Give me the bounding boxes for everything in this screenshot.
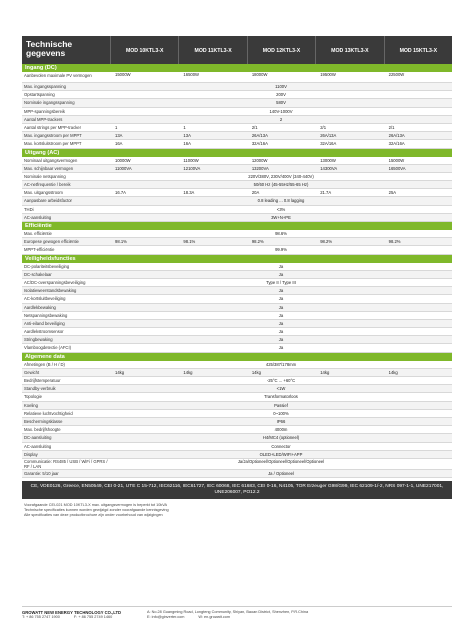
spec-value: 14kg (251, 369, 261, 375)
spec-value: Ja (278, 329, 284, 335)
spec-label: MPPT-efficiëntie (24, 247, 55, 253)
spec-value: H4/MC4 (optioneel) (262, 435, 300, 441)
spec-row (22, 206, 452, 214)
spec-value: 2 (279, 116, 283, 122)
spec-value: Passief (274, 402, 288, 408)
spec-value: Transformatorloos (264, 394, 298, 400)
datasheet (22, 36, 452, 518)
website: W: en.growatt.com (198, 615, 231, 619)
spec-label: Max. ingangsspanning (24, 84, 66, 89)
footnote: Alle specificaties van deze productbrochure zijn onder voorbehoud van wijzigingen (24, 513, 163, 518)
spec-row (22, 385, 452, 393)
spec-value: 98.2% (320, 239, 333, 245)
email: E: info@ginverter.com (147, 615, 185, 619)
spec-value: 32A/16A (388, 141, 405, 147)
section-rows (22, 230, 452, 255)
spec-value: 3W+N+PE (271, 214, 291, 220)
footnote: Technische specificaties kunnen worden gewijzigd zonder voorafgaande kennisgeving (24, 508, 169, 513)
spec-row (22, 165, 452, 173)
fax: F: + 86 755 2749 1460 (73, 615, 113, 619)
spec-label: Afmetingen (B / H / D) (24, 361, 65, 367)
spec-row (22, 377, 452, 385)
spec-label: AC-kortsluitbeveiliging (24, 296, 66, 302)
spec-value: 13A (115, 133, 123, 139)
spec-value: 2/1 (388, 124, 395, 130)
spec-value: 140V-1000V (269, 108, 293, 114)
spec-value: 0~100% (273, 410, 289, 416)
spec-value: <3% (276, 206, 286, 212)
spec-value: Ja (278, 312, 284, 318)
spec-value: Ja (278, 263, 284, 269)
section-header: Efficiëntie (22, 222, 452, 230)
spec-label: DC-polariteitsbeveiliging (24, 263, 70, 269)
section-rows (22, 263, 452, 353)
spec-row (22, 402, 452, 410)
spec-value: 0.8 leading ... 0.8 lagging (257, 198, 305, 204)
spec-label: Nominale ingangsspanning (24, 100, 75, 106)
certifications: CE, VDE0126, Greece, EN50549, CEI 0-21, UTE C 15-712, IEC62116, IEC61727, IEC 60068, IEC 61683, CEI 0-16, N4105, TOR Erzeuger G98/G99, IEC 62109-1/-2, NRS 097-1-1, UNE217001, UNE206007, PO12.2 (22, 481, 452, 499)
spec-value: 13200VA (251, 165, 269, 171)
spec-label: Topologie (24, 394, 42, 400)
spec-label: Europese gewogen efficiëntie (24, 239, 79, 245)
model-col: MOD 10KTL3-X (110, 36, 178, 64)
spec-value: 99.9% (275, 247, 287, 253)
spec-value: 14kg (115, 369, 125, 375)
spec-row (22, 361, 452, 369)
spec-row (22, 344, 452, 352)
spec-row (22, 99, 452, 107)
spec-label: Stringbewaking (24, 337, 53, 343)
spec-value: Connector (271, 443, 291, 449)
spec-label: Vlamboogdetectie (AFCI) (24, 345, 72, 351)
spec-value: 16500VA (388, 165, 406, 171)
phone: T: + 86 755 2747 1900 (22, 615, 60, 619)
section-header: Veiligheidsfuncties (22, 255, 452, 263)
spec-row (22, 304, 452, 312)
spec-value: 20A (251, 190, 260, 196)
spec-value: 16500W (183, 72, 200, 77)
spec-row (22, 287, 452, 295)
spec-value: 2/1 (320, 124, 327, 130)
spec-value: 26A/13A (388, 133, 405, 139)
spec-label: Standby-verbruik (24, 386, 56, 392)
spec-value: 26A/13A (251, 133, 268, 139)
footnote: Voorafgaande CEI-021 MOD 10KTL3-X max. uitgangsvermogen is beperkt tot 10kVA (24, 503, 168, 508)
sheet-title: Technische gegevens (26, 39, 73, 58)
spec-label: Max. ingangsstroom per MPPT (24, 133, 82, 139)
spec-value: 2/1 (251, 124, 258, 130)
spec-value: 19500W (320, 72, 336, 77)
spec-label: Nominale netspanning (24, 173, 66, 179)
spec-row (22, 83, 452, 91)
model-col: MOD 15KTL3-X (384, 36, 452, 64)
spec-value: 32A/16A (320, 141, 337, 147)
spec-value: 580V (276, 100, 286, 106)
address: A: No.28 Guangming Road, Longteng Community, Shiyan, Baoan District, Shenzhen, P.R.China (147, 610, 309, 614)
spec-label: Anti-eiland beveiliging (24, 320, 65, 326)
section-rows (22, 72, 452, 149)
spec-value: Type II / Type III (266, 279, 296, 285)
spec-label: Aantal MPP-trackers (24, 116, 63, 122)
spec-label: Max. uitgangsstroom (24, 190, 63, 196)
spec-value: 16.7A (115, 190, 126, 196)
spec-value: Ja (278, 304, 284, 310)
model-col: MOD 12KTL3-X (247, 36, 315, 64)
spec-value: 98.2% (251, 239, 264, 245)
spec-row (22, 426, 452, 434)
spec-value: 1100V (275, 84, 287, 89)
spec-row (22, 320, 452, 328)
spec-value: 18.3A (183, 190, 195, 196)
spec-row (22, 312, 452, 320)
spec-value: 1 (115, 124, 118, 130)
spec-value: 220V/380V, 230V/400V (340-440V) (248, 173, 314, 179)
spec-value: 98.1% (115, 239, 127, 245)
spec-row (22, 451, 452, 459)
spec-value: 425/387/178mm (265, 361, 297, 367)
spec-label: Max. kortsluitstroom per MPPT (24, 141, 82, 147)
spec-value: 32A/16A (251, 141, 268, 147)
spec-row (22, 91, 452, 99)
spec-value: 25A (388, 190, 397, 196)
spec-label: Communicatie: RS485 / USB / WiFi / GPRS / RF / LAN (24, 459, 108, 469)
spec-value: IP66 (276, 418, 286, 424)
spec-row (22, 263, 452, 271)
spec-value: OLED+LED/WIFI+APP (259, 451, 303, 457)
spec-row (22, 197, 452, 205)
spec-row (22, 246, 452, 254)
spec-value: 18000W (251, 72, 268, 77)
spec-label: AC/DC-overspanningsbeveiliging (24, 279, 86, 285)
spec-value: 16A (183, 141, 191, 147)
spec-value: Ja (278, 296, 284, 302)
spec-value: 14kg (183, 369, 193, 375)
spec-value: -25°C ... +60°C (266, 378, 296, 383)
spec-row (22, 72, 452, 83)
spec-label: Aanbevolen maximale PV vermogen (24, 72, 92, 78)
spec-row (22, 173, 452, 181)
spec-value: 14kg (320, 369, 330, 375)
spec-label: AC-aansluiting (24, 214, 52, 220)
spec-label: Max. bedrijfshoogte (24, 427, 61, 433)
spec-value: 200V (276, 92, 286, 98)
spec-value: Ja (278, 320, 284, 326)
spec-row (22, 328, 452, 336)
spec-value: 98.6% (275, 231, 287, 236)
page-footer (22, 606, 452, 620)
spec-row (22, 271, 452, 279)
spec-row (22, 279, 452, 287)
spec-value: 15000W (388, 157, 405, 163)
spec-row (22, 157, 452, 165)
spec-row (22, 418, 452, 426)
spec-label: AC-aansluiting (24, 443, 52, 449)
spec-value: Ja (278, 345, 284, 351)
model-col: MOD 11KTL3-X (178, 36, 246, 64)
spec-value: Ja (278, 271, 284, 277)
spec-label: THDi (24, 206, 34, 212)
spec-label: Nominaal uitgangsvermogen (24, 157, 78, 163)
spec-row (22, 189, 452, 197)
spec-value: 13000W (320, 157, 336, 163)
company-name: GROWATT NEW ENERGY TECHNOLOGY CO.,LTD (22, 610, 122, 615)
spec-row (22, 108, 452, 116)
model-col: MOD 13KTL3-X (315, 36, 383, 64)
spec-value: 50/60 Hz (45-55Hz/55-65 Hz) (253, 182, 309, 188)
spec-row (22, 459, 452, 470)
spec-label: Garantie: 5/10 jaar (24, 470, 59, 476)
spec-label: Display (24, 451, 38, 457)
section-rows (22, 157, 452, 223)
spec-value: 15000W (115, 72, 131, 77)
spec-label: Netspanningsbewaking (24, 312, 68, 318)
section-rows (22, 361, 452, 478)
spec-value: 26A/13A (320, 133, 337, 139)
spec-row (22, 443, 452, 451)
spec-label: Max. efficiëntie (24, 231, 52, 236)
spec-label: Max. schijnbaar vermogen (24, 165, 74, 171)
spec-value: 13A (183, 133, 191, 139)
spec-label: Gewicht (24, 369, 40, 375)
section-header: Uitgang (AC) (22, 149, 452, 157)
spec-value: 10000W (115, 157, 131, 163)
spec-label: Koeling (24, 402, 38, 408)
spec-label: DC-aansluiting (24, 435, 52, 441)
spec-row (22, 116, 452, 124)
spec-value: Ja (278, 337, 284, 343)
spec-value: 12000W (251, 157, 268, 163)
spec-row (22, 132, 452, 140)
spec-value: 12100VA (183, 165, 201, 171)
spec-label: Isolatieweerstandsbewaking (24, 288, 77, 294)
section-header: Ingang (DC) (22, 64, 452, 72)
footnotes (22, 503, 452, 518)
spec-table (22, 64, 452, 478)
spec-label: Aardlekbewaking (24, 304, 56, 310)
spec-value: Ja/Ja/Optioneel/Optioneel/Optioneel/Optioneel (237, 458, 325, 464)
spec-label: Bedrijfstemperatuur (24, 378, 61, 383)
spec-label: DC-schakelaar (24, 271, 52, 277)
spec-label: Aantal strings per MPP-tracker (24, 124, 82, 130)
spec-value: 4000m (274, 427, 288, 433)
spec-row (22, 470, 452, 478)
spec-row (22, 393, 452, 401)
spec-row (22, 369, 452, 377)
spec-value: 21.7A (320, 190, 332, 196)
spec-value: 11000VA (115, 165, 132, 171)
spec-value: 1 (183, 124, 186, 130)
spec-label: Aardlekstroomsensor (24, 329, 64, 335)
spec-row (22, 336, 452, 344)
spec-value: Ja (278, 288, 284, 294)
spec-label: Beschermingsklasse (24, 418, 63, 424)
spec-value: 16A (115, 141, 123, 147)
spec-value: 11000W (183, 157, 199, 163)
spec-label: Aanpasbare arbeidsfactor (24, 198, 72, 204)
spec-label: MPP-spanningsbereik (24, 108, 65, 114)
spec-row (22, 434, 452, 442)
spec-row (22, 140, 452, 148)
spec-row (22, 214, 452, 222)
spec-value: 14kg (388, 369, 398, 375)
spec-value: <1W (276, 386, 286, 392)
spec-row (22, 230, 452, 238)
spec-row (22, 181, 452, 189)
section-header: Algemene data (22, 353, 452, 361)
spec-value: 98.1% (183, 239, 196, 245)
spec-row (22, 124, 452, 132)
spec-value: 98.2% (388, 239, 401, 245)
spec-value: Ja / Optioneel (268, 470, 294, 476)
spec-value: 14300VA (320, 165, 338, 171)
spec-row (22, 410, 452, 418)
spec-row (22, 295, 452, 303)
table-header (22, 36, 452, 64)
spec-label: Relatieve luchtvochtigheid (24, 410, 73, 416)
spec-value: 22500W (388, 72, 405, 77)
spec-label: AC-netfrequentie / bereik (24, 182, 71, 188)
spec-row (22, 238, 452, 246)
spec-label: Opstartspanning (24, 92, 55, 98)
